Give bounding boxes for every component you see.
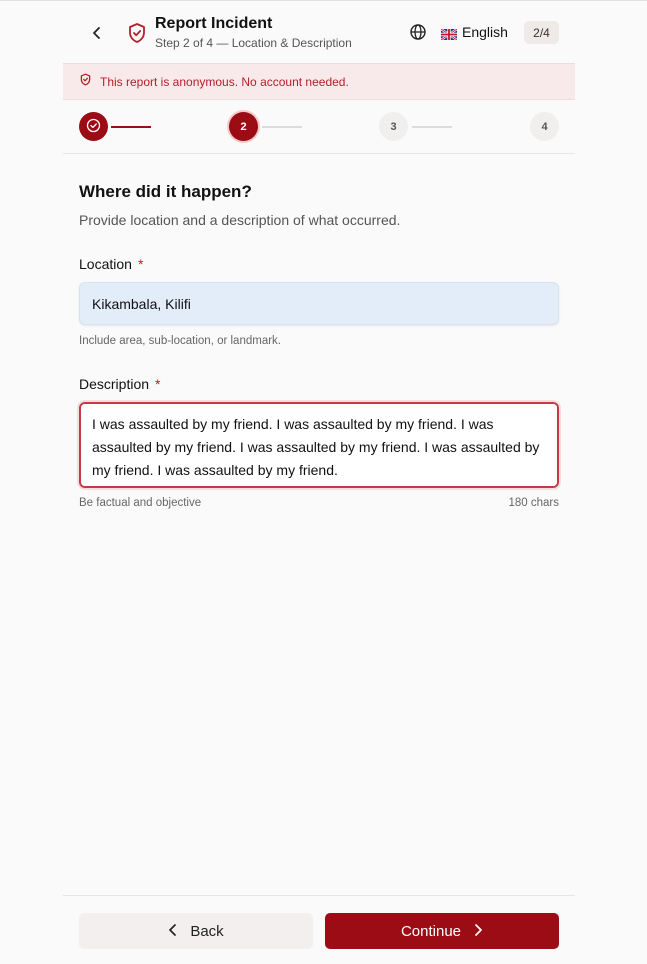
uk-flag-icon xyxy=(441,27,457,38)
step-connector-1 xyxy=(111,126,151,128)
section-lead: Provide location and a description of what occurred. xyxy=(79,212,401,228)
back-chevron-icon[interactable] xyxy=(87,23,107,43)
step-3: 3 xyxy=(379,112,408,141)
required-mark: * xyxy=(155,376,161,392)
chevron-left-icon xyxy=(168,923,178,940)
step-2-active: 2 xyxy=(229,112,258,141)
description-hint: Be factual and objective xyxy=(79,497,202,509)
shield-icon xyxy=(79,73,92,91)
check-circle-icon xyxy=(86,118,101,136)
back-button-label: Back xyxy=(190,922,224,940)
section-heading: Where did it happen? xyxy=(79,182,252,201)
description-label xyxy=(79,376,160,392)
step-connector-2 xyxy=(262,126,302,128)
step-badge: 2/4 xyxy=(524,21,559,44)
banner-text: This report is anonymous. No account needed. xyxy=(100,74,349,89)
step-connector-3 xyxy=(412,126,452,128)
shield-icon xyxy=(126,22,148,44)
page-title: Report Incident xyxy=(155,15,273,32)
progress-stepper xyxy=(63,100,575,154)
anonymous-banner xyxy=(63,63,575,100)
top-header xyxy=(63,1,575,63)
page-subtitle: Step 2 of 4 — Location & Description xyxy=(155,36,352,50)
description-label-text: Description xyxy=(79,376,150,392)
continue-button[interactable] xyxy=(325,913,559,949)
description-textarea[interactable] xyxy=(79,402,559,488)
location-label xyxy=(79,256,143,272)
chevron-right-icon xyxy=(473,923,483,940)
required-mark: * xyxy=(137,256,144,272)
language-selector[interactable] xyxy=(441,24,508,40)
location-input[interactable] xyxy=(79,282,559,325)
char-counter: 180 chars xyxy=(508,497,559,509)
continue-button-label: Continue xyxy=(400,922,462,940)
step-1-done xyxy=(79,112,108,141)
step-4: 4 xyxy=(530,112,559,141)
location-label-text: Location xyxy=(79,256,132,272)
language-label: English xyxy=(462,24,508,40)
back-button[interactable] xyxy=(79,913,313,949)
globe-icon[interactable] xyxy=(409,23,427,41)
report-form-frame xyxy=(63,1,575,964)
footer-bar xyxy=(63,895,575,964)
location-hint: Include area, sub-location, or landmark. xyxy=(79,335,281,347)
